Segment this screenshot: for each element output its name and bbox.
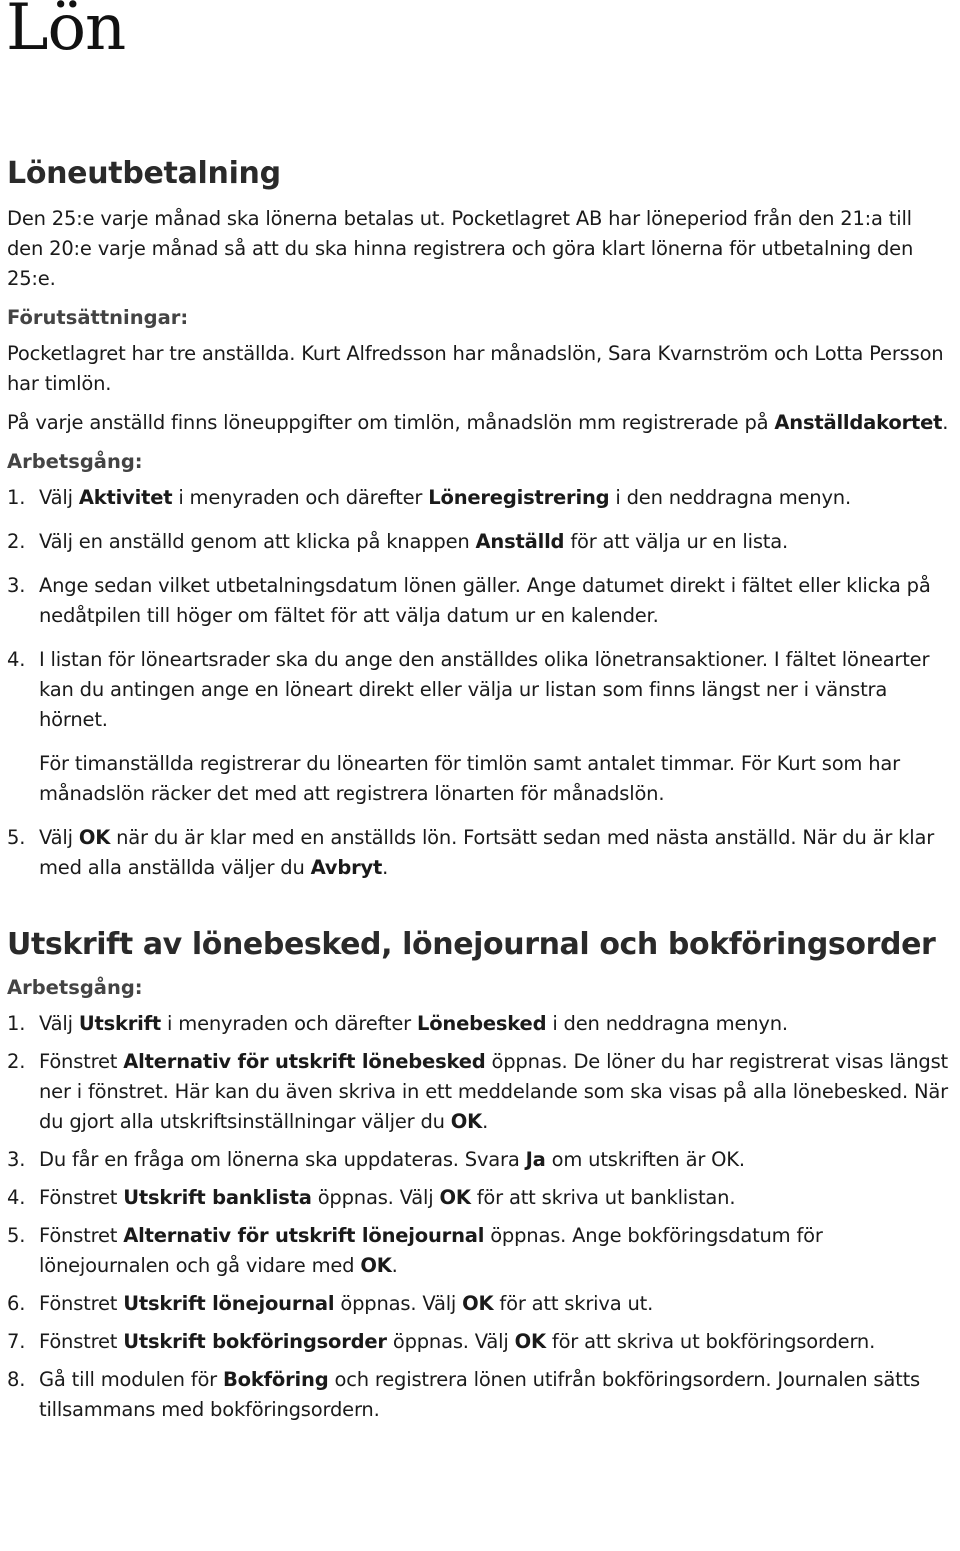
step-item bbox=[7, 1047, 953, 1137]
step-term: OK bbox=[514, 1330, 546, 1353]
step-fragment: Gå till modulen för bbox=[39, 1368, 224, 1391]
step-fragment: öppnas. Ange bokföringsdatum för lönejournalen och gå vidare med bbox=[39, 1224, 823, 1277]
step-fragment: Välj bbox=[39, 1012, 79, 1035]
step-text bbox=[39, 1289, 953, 1319]
step-fragment: för att skriva ut banklistan. bbox=[470, 1186, 736, 1209]
step-fragment: Fönstret bbox=[39, 1224, 124, 1247]
step-item bbox=[7, 571, 953, 631]
step-term: Alternativ för utskrift lönebesked bbox=[123, 1050, 486, 1073]
step-item bbox=[7, 645, 953, 809]
workflow-label: Arbetsgång: bbox=[7, 450, 143, 473]
step-fragment: när du är klar med en anställds lön. Fortsätt sedan med nästa anställd. När du är klar med alla anställda väljer du bbox=[39, 826, 935, 879]
step-number: 4. bbox=[7, 1186, 26, 1209]
step-fragment: Ange sedan vilket utbetalningsdatum lönen gäller. Ange datumet direkt i fältet eller klicka på nedåtpilen till höger om fältet för att välja datum ur en kalender. bbox=[39, 574, 931, 627]
step-text bbox=[39, 1327, 953, 1357]
step-fragment: . bbox=[382, 856, 389, 879]
step-term: Löneregistrering bbox=[428, 486, 610, 509]
step-fragment: Fönstret bbox=[39, 1292, 124, 1315]
step-text bbox=[39, 1365, 953, 1425]
step-term: Aktivitet bbox=[78, 486, 173, 509]
step-term: OK bbox=[360, 1254, 392, 1277]
step-fragment: . bbox=[482, 1110, 489, 1133]
step-number: 7. bbox=[7, 1330, 26, 1353]
step-fragment: i menyraden och därefter bbox=[161, 1012, 417, 1035]
step-term: OK bbox=[462, 1292, 494, 1315]
step-number: 2. bbox=[7, 530, 26, 553]
workflow-label-print: Arbetsgång: bbox=[7, 976, 143, 999]
prerequisites-label: Förutsättningar: bbox=[7, 306, 189, 329]
step-text bbox=[39, 1183, 953, 1213]
step-number: 1. bbox=[7, 486, 26, 509]
page-title: Lön bbox=[6, 0, 126, 65]
step-fragment: och registrera lönen utifrån bokföringsordern. Journalen sätts tillsammans med bokföringsordern. bbox=[39, 1368, 920, 1421]
step-text bbox=[39, 483, 953, 513]
step-number: 5. bbox=[7, 826, 26, 849]
step-fragment: för att skriva ut. bbox=[493, 1292, 654, 1315]
step-text bbox=[39, 1009, 953, 1039]
step-term: Lönebesked bbox=[416, 1012, 547, 1035]
workflow-steps-print bbox=[7, 1009, 953, 1425]
employee-card-text: På varje anställd finns löneuppgifter om timlön, månadslön mm registrerade på bbox=[7, 411, 775, 434]
step-fragment: öppnas. Välj bbox=[334, 1292, 463, 1315]
step-item bbox=[7, 1183, 953, 1213]
step-text bbox=[39, 527, 953, 557]
step-number: 5. bbox=[7, 1224, 26, 1247]
step-item bbox=[7, 1365, 953, 1425]
prerequisites-paragraph: Pocketlagret har tre anställda. Kurt Alfredsson har månadslön, Sara Kvarnström och Lotta Persson har timlön. bbox=[7, 342, 944, 395]
step-fragment: för att välja ur en lista. bbox=[564, 530, 788, 553]
step-fragment: Välj bbox=[39, 826, 79, 849]
step-term: Utskrift banklista bbox=[123, 1186, 312, 1209]
step-number: 3. bbox=[7, 1148, 26, 1171]
step-number: 2. bbox=[7, 1050, 26, 1073]
employee-card-paragraph bbox=[7, 408, 953, 438]
step-number: 3. bbox=[7, 574, 26, 597]
step-fragment: Fönstret bbox=[39, 1050, 124, 1073]
step-fragment: . bbox=[391, 1254, 398, 1277]
step-item bbox=[7, 1289, 953, 1319]
document-body bbox=[7, 152, 953, 1433]
step-text bbox=[39, 571, 953, 631]
step-fragment: Du får en fråga om lönerna ska uppdateras. Svara bbox=[39, 1148, 526, 1171]
step-fragment: Välj en anställd genom att klicka på knappen bbox=[39, 530, 476, 553]
step-text bbox=[39, 1221, 953, 1281]
step-item bbox=[7, 483, 953, 513]
step-item bbox=[7, 1327, 953, 1357]
step-term: OK bbox=[78, 826, 111, 849]
step-term: Anställd bbox=[475, 530, 565, 553]
step-number: 4. bbox=[7, 648, 26, 671]
step-fragment: om utskriften är OK. bbox=[545, 1148, 745, 1171]
step-fragment: öppnas. Välj bbox=[311, 1186, 440, 1209]
step-fragment: Fönstret bbox=[39, 1186, 124, 1209]
step-text bbox=[39, 823, 953, 883]
step-term: Bokföring bbox=[223, 1368, 329, 1391]
section-heading-utskrift: Utskrift av lönebesked, lönejournal och bokföringsorder bbox=[7, 927, 936, 962]
step-note: För timanställda registrerar du lönearten för timlön samt antalet timmar. För Kurt som har månadslön räcker det med att registrera lönarten för månadslön. bbox=[39, 752, 900, 805]
step-number: 8. bbox=[7, 1368, 26, 1391]
step-term: Avbryt bbox=[310, 856, 383, 879]
step-item bbox=[7, 823, 953, 883]
step-fragment: i den neddragna menyn. bbox=[546, 1012, 788, 1035]
step-term: Utskrift lönejournal bbox=[123, 1292, 335, 1315]
workflow-steps-payroll bbox=[7, 483, 953, 883]
employee-card-end: . bbox=[942, 411, 949, 434]
step-term: Utskrift bokföringsorder bbox=[123, 1330, 387, 1353]
step-text bbox=[39, 1145, 953, 1175]
step-fragment: Välj bbox=[39, 486, 79, 509]
employee-card-term: Anställdakortet bbox=[774, 411, 943, 434]
step-fragment: i menyraden och därefter bbox=[172, 486, 429, 509]
step-fragment: I listan för löneartsrader ska du ange den anställdes olika lönetransaktioner. I fältet lönearter kan du antingen ange en löneart direkt eller välja ur listan som finns längst ner i vänstra hörnet. bbox=[39, 648, 930, 731]
step-text bbox=[39, 645, 953, 735]
step-fragment: i den neddragna menyn. bbox=[609, 486, 851, 509]
step-item bbox=[7, 1221, 953, 1281]
step-term: OK bbox=[450, 1110, 483, 1133]
step-term: Ja bbox=[525, 1148, 546, 1171]
step-term: Utskrift bbox=[78, 1012, 162, 1035]
step-text bbox=[39, 1047, 953, 1137]
step-item bbox=[7, 1009, 953, 1039]
step-fragment: öppnas. Välj bbox=[386, 1330, 515, 1353]
step-fragment: för att skriva ut bokföringsordern. bbox=[545, 1330, 876, 1353]
step-fragment: Fönstret bbox=[39, 1330, 124, 1353]
step-number: 6. bbox=[7, 1292, 26, 1315]
step-number: 1. bbox=[7, 1012, 26, 1035]
intro-paragraph: Den 25:e varje månad ska lönerna betalas ut. Pocketlagret AB har löneperiod från den 21:a till den 20:e varje månad så att du ska hinna registrera och göra klart lönerna för utbetalning den 25:e. bbox=[7, 207, 914, 290]
step-term: Alternativ för utskrift lönejournal bbox=[123, 1224, 485, 1247]
step-term: OK bbox=[439, 1186, 471, 1209]
step-fragment: öppnas. De löner du har registrerat visas längst ner i fönstret. Här kan du även skriva in ett meddelande som ska visas på alla lönebesked. När du gjort alla utskriftsinställningar väljer du bbox=[39, 1050, 948, 1133]
step-item bbox=[7, 1145, 953, 1175]
section-heading-loneutbetalning: Löneutbetalning bbox=[7, 156, 281, 191]
step-item bbox=[7, 527, 953, 557]
